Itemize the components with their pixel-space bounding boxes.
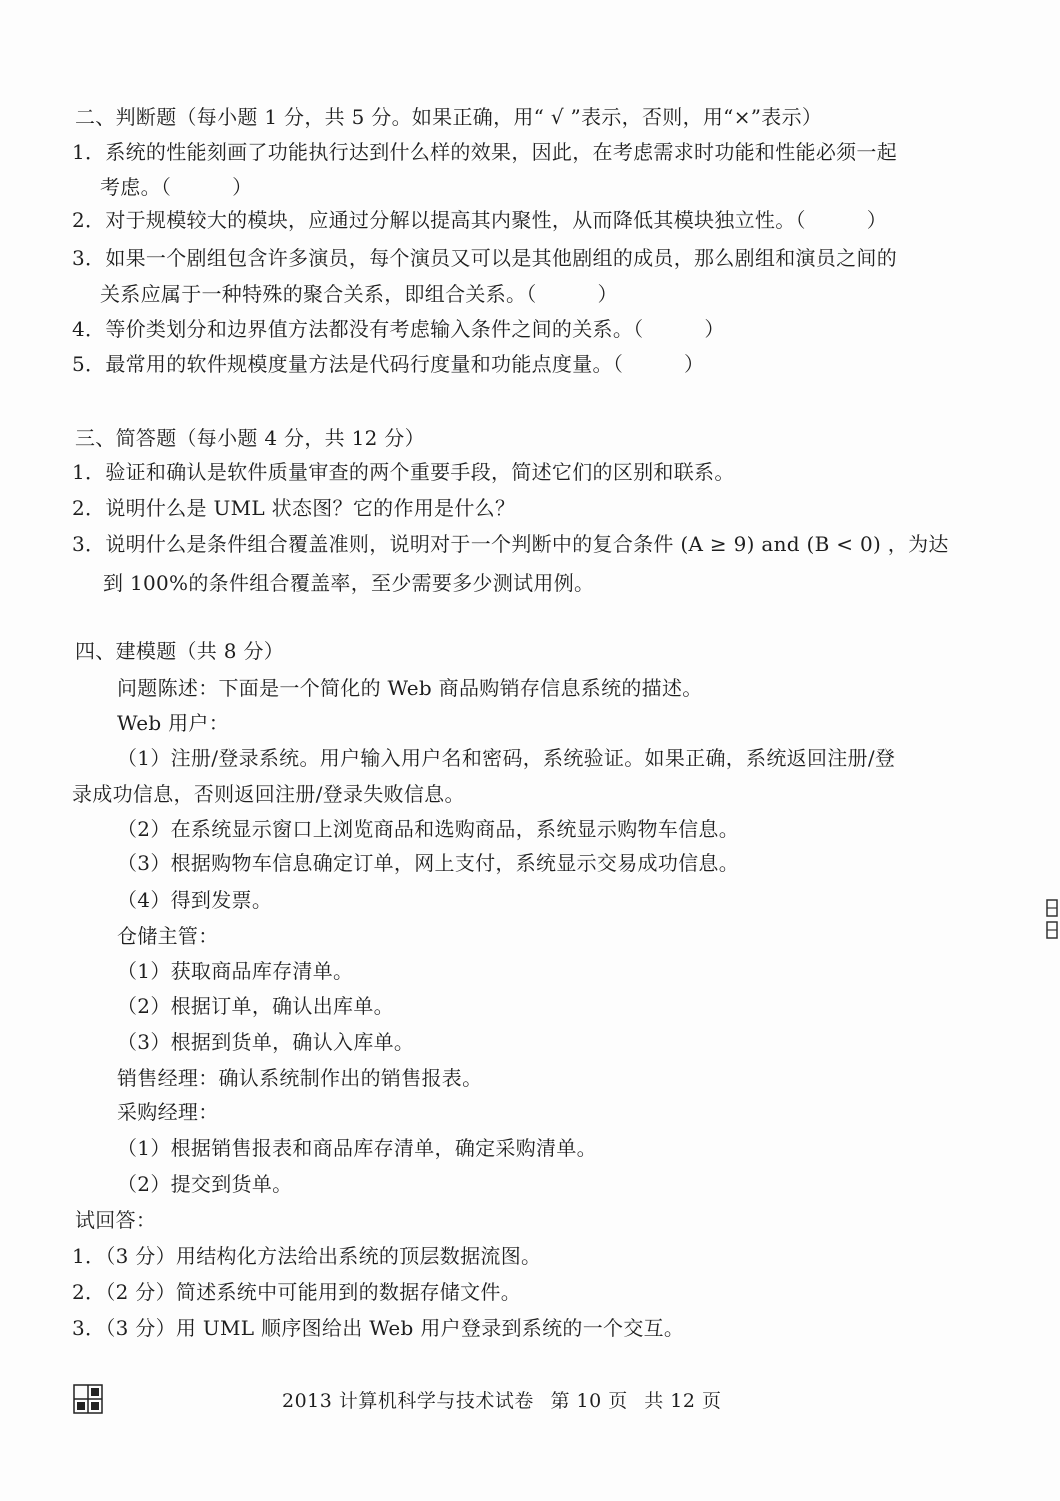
question-1: 1．（3 分）用结构化方法给出系统的顶层数据流图。 — [72, 1244, 542, 1268]
purchase-item-1: （1）根据销售报表和商品库存清单，确定采购清单。 — [117, 1136, 597, 1160]
scan-edge-mark-icon — [1046, 898, 1058, 942]
section-3-item-1: 1．验证和确认是软件质量审查的两个重要手段，简述它们的区别和联系。 — [72, 460, 735, 484]
warehouse-label: 仓储主管： — [117, 924, 219, 948]
section-3-item-3-line-1: 3．说明什么是条件组合覆盖准则，说明对于一个判断中的复合条件 (A ≥ 9) and (B < 0) ，为达 — [72, 532, 949, 556]
section-3-title: 三、简答题（每小题 4 分，共 12 分） — [75, 426, 425, 450]
footer-page-number: 第 10 页 — [550, 1390, 628, 1412]
web-user-item-2: （2）在系统显示窗口上浏览商品和选购商品，系统显示购物车信息。 — [117, 817, 740, 841]
purchase-manager-label: 采购经理： — [117, 1100, 219, 1124]
footer-page-total: 共 12 页 — [644, 1390, 722, 1412]
section-2-item-2: 2．对于规模较大的模块，应通过分解以提高其内聚性，从而降低其模块独立性。（ ） — [72, 208, 888, 232]
page-footer — [282, 1388, 732, 1414]
section-2-item-5: 5．最常用的软件规模度量方法是代码行度量和功能点度量。（ ） — [72, 352, 705, 376]
footer-exam-title: 2013 计算机科学与技术试卷 — [282, 1390, 534, 1412]
section-2-item-1-line-1: 1．系统的性能刻画了功能执行达到什么样的效果，因此，在考虑需求时功能和性能必须一起 — [72, 140, 898, 164]
section-2-item-1-line-2: 考虑。（ ） — [100, 175, 253, 199]
section-4-title: 四、建模题（共 8 分） — [75, 639, 285, 663]
web-user-label: Web 用户： — [117, 711, 230, 735]
web-user-item-1-line-2: 录成功信息，否则返回注册/登录失败信息。 — [72, 782, 465, 806]
registration-mark-icon — [73, 1384, 103, 1414]
question-2: 2．（2 分）简述系统中可能用到的数据存储文件。 — [72, 1280, 522, 1304]
purchase-item-2: （2）提交到货单。 — [117, 1172, 293, 1196]
warehouse-item-1: （1）获取商品库存清单。 — [117, 959, 354, 983]
web-user-item-3: （3）根据购物车信息确定订单，网上支付，系统显示交易成功信息。 — [117, 851, 740, 875]
section-2-item-3-line-2: 关系应属于一种特殊的聚合关系，即组合关系。（ ） — [100, 282, 618, 306]
section-2-item-4: 4．等价类划分和边界值方法都没有考虑输入条件之间的关系。（ ） — [72, 317, 725, 341]
section-3-item-2: 2．说明什么是 UML 状态图？它的作用是什么？ — [72, 496, 516, 520]
sales-manager: 销售经理：确认系统制作出的销售报表。 — [117, 1066, 483, 1090]
warehouse-item-3: （3）根据到货单，确认入库单。 — [117, 1030, 415, 1054]
section-2-title: 二、判断题（每小题 1 分，共 5 分。如果正确，用“ √ ”表示，否则，用“×”表示） — [75, 105, 823, 129]
web-user-item-1-line-1: （1）注册/登录系统。用户输入用户名和密码，系统验证。如果正确，系统返回注册/登 — [117, 746, 896, 770]
answer-label: 试回答： — [75, 1208, 157, 1232]
warehouse-item-2: （2）根据订单，确认出库单。 — [117, 994, 394, 1018]
section-2-item-3-line-1: 3．如果一个剧组包含许多演员，每个演员又可以是其他剧组的成员，那么剧组和演员之间的 — [72, 246, 898, 270]
problem-statement: 问题陈述：下面是一个简化的 Web 商品购销存信息系统的描述。 — [117, 676, 703, 700]
web-user-item-4: （4）得到发票。 — [117, 888, 273, 912]
section-3-item-3-line-2: 到 100%的条件组合覆盖率，至少需要多少测试用例。 — [103, 571, 595, 595]
question-3: 3．（3 分）用 UML 顺序图给出 Web 用户登录到系统的一个交互。 — [72, 1316, 685, 1340]
